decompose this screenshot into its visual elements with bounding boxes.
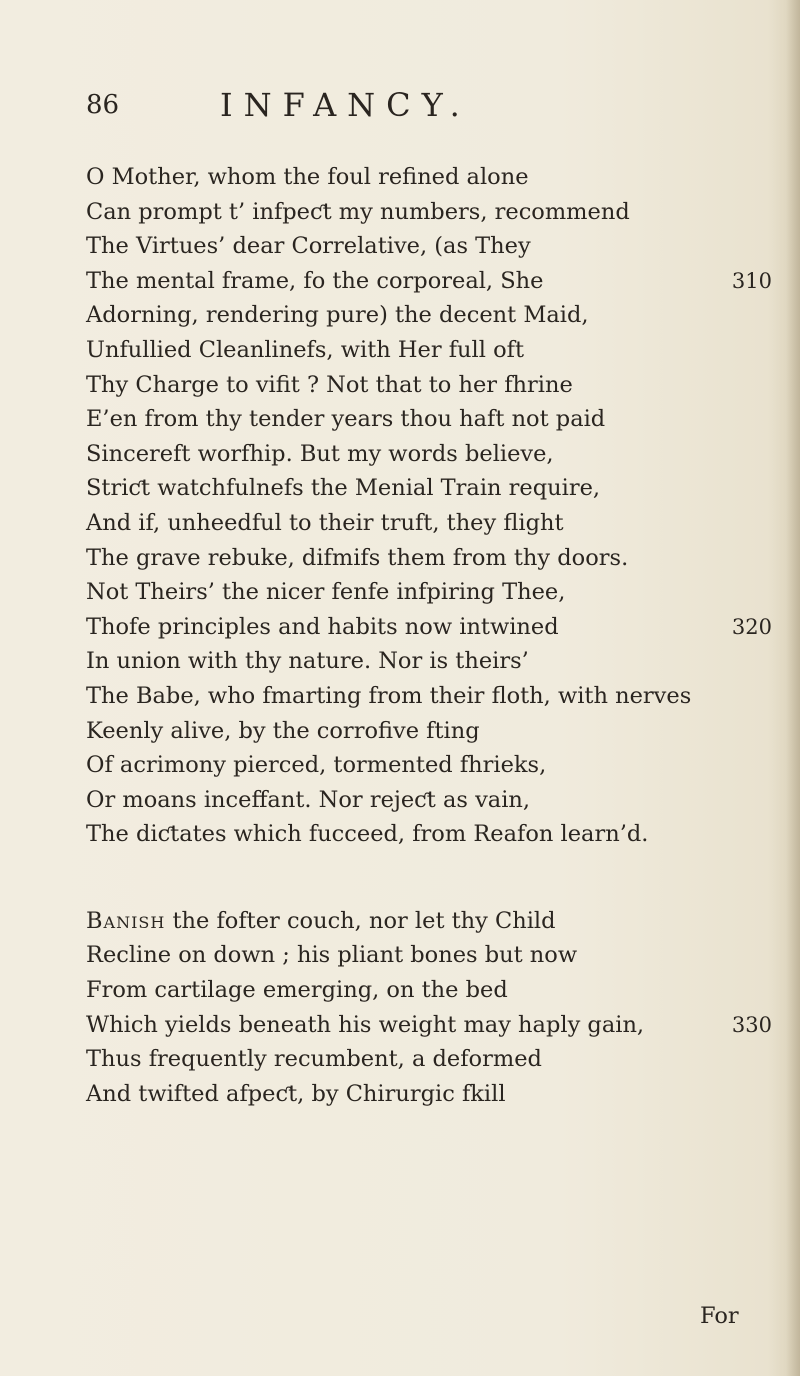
- verse-line: [86, 748, 776, 783]
- verse-line-text: Thy Charge to vifit ? Not that to her fhrine: [86, 371, 573, 398]
- verse-line: [86, 610, 776, 645]
- verse-line: [86, 471, 776, 506]
- page-edge-shadow: [786, 0, 800, 1376]
- verse-line-text: Recline on down ; his pliant bones but now: [86, 942, 578, 969]
- verse-line: [86, 817, 776, 852]
- verse-line: [86, 333, 776, 368]
- verse-line-text: The diƈtates which fucceed, from Reafon learn’d.: [86, 821, 649, 848]
- verse-line: [86, 973, 776, 1008]
- verse-line: [86, 160, 776, 195]
- verse-line-text: And twifted afpeƈt, by Chirurgic fkill: [86, 1080, 506, 1107]
- verse-line-text: The grave rebuke, difmifs them from thy doors.: [86, 544, 629, 571]
- verse-line: [86, 904, 776, 939]
- verse-line-text: Not Theirs’ the nicer fenfe infpiring Thee,: [86, 579, 566, 606]
- verse-line-text: Can prompt t’ infpeƈt my numbers, recommend: [86, 198, 630, 225]
- verse-line: [86, 195, 776, 230]
- verse-line-text: Adorning, rendering pure) the decent Maid,: [86, 302, 589, 329]
- page-header: [86, 86, 726, 126]
- stanza-gap: [86, 852, 776, 904]
- verse-line: [86, 368, 776, 403]
- verse-line: [86, 938, 776, 973]
- stanza-opening-word: Banish: [86, 907, 166, 934]
- verse-line-text: O Mother, whom the foul refined alone: [86, 164, 529, 190]
- verse-line-text: The mental frame, fo the corporeal, She: [86, 267, 544, 294]
- verse-line: [86, 575, 776, 610]
- verse-line-text: Thus frequently recumbent, a deformed: [86, 1046, 542, 1073]
- verse-line-text: Or moans inceffant. Nor rejeƈt as vain,: [86, 786, 531, 813]
- verse-line: [86, 644, 776, 679]
- verse-line: [86, 714, 776, 749]
- verse-line-text: Unfullied Cleanlinefs, with Her full oft: [86, 336, 525, 363]
- verse-line-rest: the fofter couch, nor let thy Child: [165, 907, 556, 934]
- verse-line-text: Sincereft worfhip. But my words believe,: [86, 440, 554, 467]
- verse-line: [86, 1077, 776, 1112]
- stanza-1: [86, 160, 776, 852]
- verse-line: [86, 783, 776, 818]
- verse-line-text: The Virtues’ dear Correlative, (as They: [86, 233, 531, 260]
- line-number: 330: [731, 1012, 772, 1037]
- verse-line: [86, 506, 776, 541]
- verse-line-text: The Babe, who fmarting from their floth, with nerves: [86, 682, 692, 709]
- stanza-2: [86, 904, 776, 1112]
- verse-line-text: From cartilage emerging, on the bed: [86, 977, 508, 1004]
- verse-line: [86, 1042, 776, 1077]
- verse-line-text: Thofe principles and habits now intwined: [86, 613, 559, 640]
- catchword: For: [700, 1303, 739, 1329]
- verse-line-text: Of acrimony pierced, tormented fhrieks,: [86, 752, 547, 779]
- verse-line-text: In union with thy nature. Nor is theirs’: [86, 648, 529, 675]
- verse-line-text: [86, 904, 556, 939]
- verse-line-text: Striƈt watchfulnefs the Menial Train require,: [86, 475, 601, 502]
- verse-line-text: Which yields beneath his weight may haply gain,: [86, 1011, 645, 1038]
- verse-line: [86, 402, 776, 437]
- poem-text: [86, 160, 776, 1111]
- verse-line-text: And if, unheedful to their truft, they flight: [86, 509, 564, 536]
- verse-line-text: E’en from thy tender years thou haft not paid: [86, 406, 606, 433]
- line-number: 320: [731, 614, 772, 639]
- verse-line: [86, 229, 776, 264]
- verse-line: [86, 298, 776, 333]
- running-head: INFANCY.: [220, 86, 471, 124]
- line-number: 310: [731, 268, 772, 293]
- page-number: 86: [86, 90, 120, 120]
- verse-line: [86, 541, 776, 576]
- verse-line: [86, 264, 776, 299]
- verse-line: [86, 437, 776, 472]
- verse-line-text: Keenly alive, by the corrofive fting: [86, 717, 480, 744]
- verse-line: [86, 679, 776, 714]
- verse-line: [86, 1008, 776, 1043]
